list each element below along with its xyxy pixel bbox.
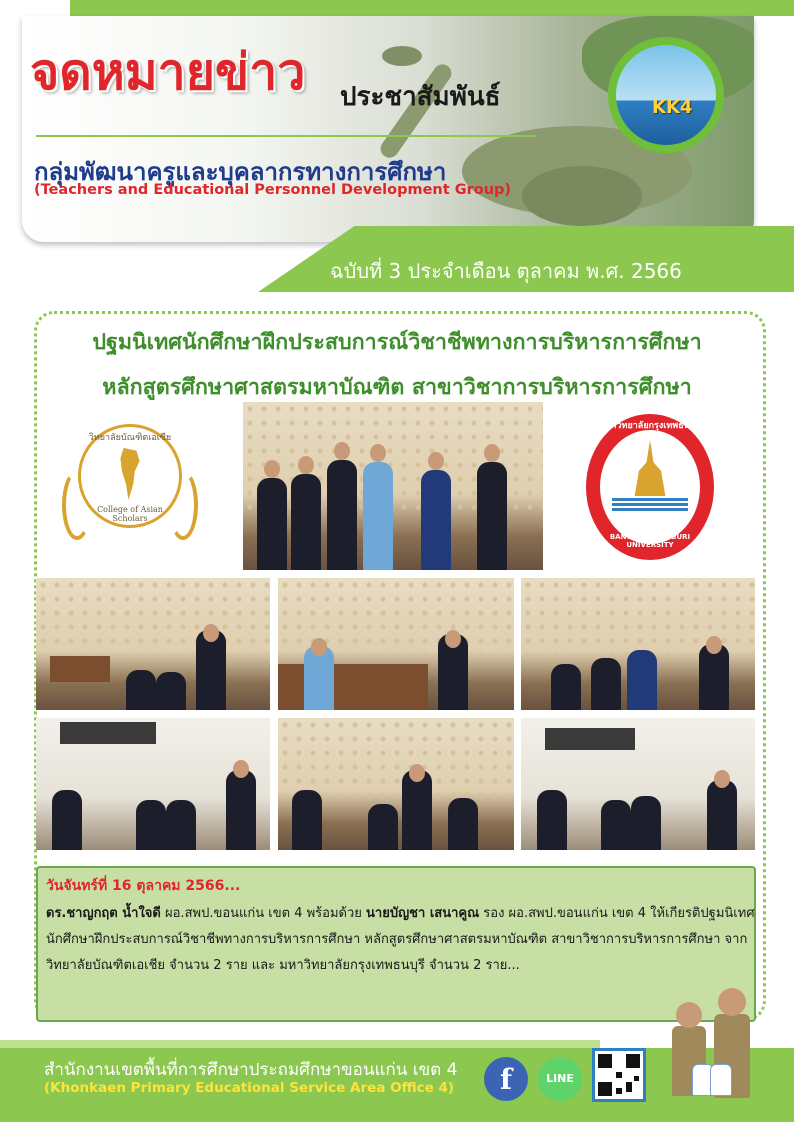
kk4-logo-emblem	[616, 45, 716, 145]
dinosaur-statue-small	[522, 166, 642, 226]
footer-light-band	[0, 1040, 600, 1048]
issue-number: ฉบับที่ 3 ประจำเดือน ตุลาคม พ.ศ. 2566	[330, 259, 682, 283]
bkt-logo-thai-text: มหาวิทยาลัยกรุงเทพธนบุรี	[599, 421, 701, 431]
article-body-part-2: รอง ผอ.สพป.ขอนแก่น เขต 4 ให้เกียรติปฐมนิเทศนักศึกษาฝึกประสบการณ์วิชาชีพทางการบริหารการศึกษา หลักสูตรศึกษาศาสตรมหาบัณฑิต สาขาวิชาการบริหารการศึกษา จาก วิทยาลัยบัณฑิตเอเชีย จำนวน 2 ราย และ มหาวิทยาลัยกรุงเทพธนบุรี จำนวน 2 ราย...	[46, 906, 755, 973]
deputy-director-name: นายบัญชา เสนาคูณ	[366, 906, 480, 921]
newsletter-title: จดหมายข่าว	[30, 43, 306, 101]
meeting-photo-6	[521, 718, 755, 850]
line-icon[interactable]: LINE	[538, 1057, 582, 1101]
cartoon-student-girl	[710, 1064, 732, 1096]
article-body-part-1: ผอ.สพป.ขอนแก่น เขต 4 พร้อมด้วย	[160, 906, 367, 921]
facebook-icon[interactable]: f	[484, 1057, 528, 1101]
meeting-photo-1	[36, 578, 270, 710]
meeting-photo-3	[521, 578, 755, 710]
cartoon-head	[718, 988, 746, 1016]
meeting-photo-2	[278, 578, 514, 710]
qr-code[interactable]	[592, 1048, 646, 1102]
group-photo	[243, 402, 543, 570]
meeting-photo-4	[36, 718, 270, 850]
dinosaur-statue-head	[382, 46, 422, 66]
article-headline-line-2: หลักสูตรศึกษาศาสตรมหาบัณฑิต สาขาวิชาการบริหารการศึกษา	[102, 375, 692, 400]
top-green-band	[70, 0, 794, 16]
title-divider	[36, 135, 536, 137]
group-name-thai: กลุ่มพัฒนาครูและบุคลากรทางการศึกษา	[34, 158, 447, 186]
article-headline-line-1: ปฐมนิเทศนักศึกษาฝึกประสบการณ์วิชาชีพทางการบริหารการศึกษา	[92, 330, 702, 355]
group-name-english: (Teachers and Educational Personnel Development Group)	[34, 182, 512, 198]
office-name-thai: สำนักงานเขตพื้นที่การศึกษาประถมศึกษาขอนแก่น เขต 4	[44, 1060, 458, 1080]
article-body	[46, 901, 758, 979]
bkt-logo-english-text: BANGKOKTHONBURI UNIVERSITY	[609, 533, 691, 549]
office-name-english: (Khonkaen Primary Educational Service Area Office 4)	[44, 1080, 455, 1096]
meeting-photo-5	[278, 718, 514, 850]
newsletter-subtitle: ประชาสัมพันธ์	[340, 82, 501, 112]
director-name: ดร.ชาญกฤต น้ำใจดี	[46, 906, 161, 921]
college-logo-english-text: College of Asian Scholars	[97, 505, 163, 523]
kk4-logo-text: KK4	[652, 97, 693, 118]
cartoon-head	[676, 1002, 702, 1028]
article-date: วันจันทร์ที่ 16 ตุลาคม 2566...	[46, 878, 241, 894]
water-waves-icon	[612, 498, 688, 512]
college-logo-thai-text: วิทยาลัยบัณฑิตเอเซีย	[88, 433, 172, 443]
